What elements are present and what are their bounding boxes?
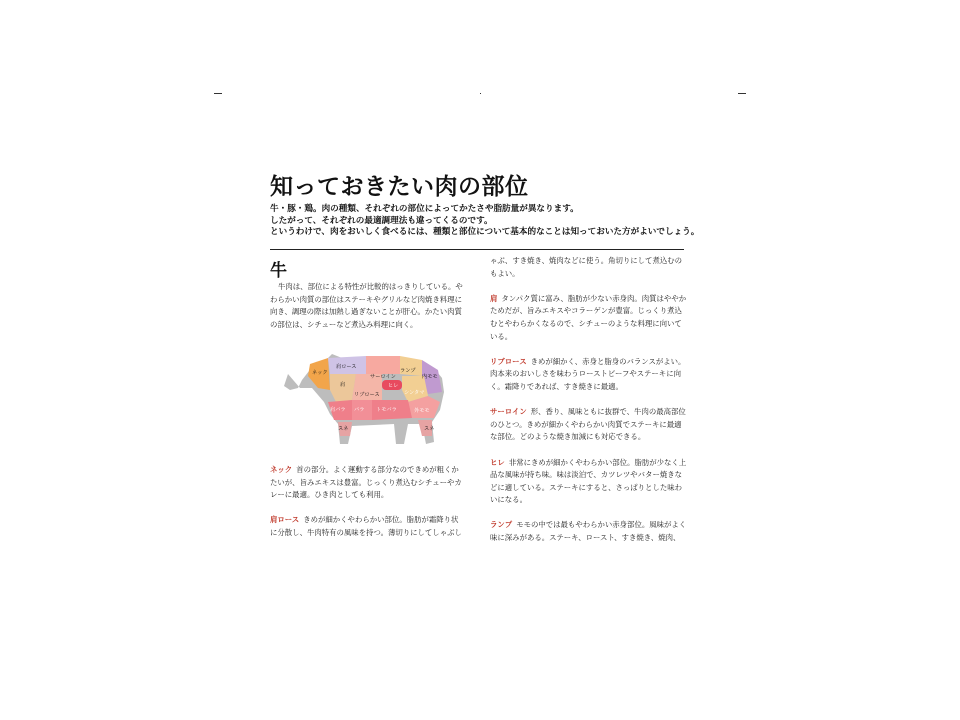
label-sirloin: サーロイン [370, 374, 396, 380]
part-label: ヒレ [490, 457, 505, 467]
part-entry [490, 519, 688, 544]
part-text: 形、香り、風味ともに抜群で、牛肉の最高部位のひとつ。きめが細かくやわらかい肉質でステーキに最適な部位。どのような焼き加減にも対応できる。 [490, 407, 686, 442]
label-katabara: 肩バラ [330, 407, 346, 413]
part-text: きめが細かく、赤身と脂身のバランスがよい。肉本来のおいしさを味わうローストビーフやステーキに向く。霜降りであれば、すき焼きに最適。 [490, 356, 686, 391]
lead-paragraph [270, 281, 464, 344]
crop-mark-left [214, 93, 222, 94]
label-kata: 肩 [340, 382, 346, 388]
part-entry [490, 457, 688, 507]
label-neck: ネック [312, 370, 328, 376]
part-label: リブロース [490, 356, 527, 366]
part-text: モモの中では最もやわらかい赤身部位。風味がよく味に深みがある。ステーキ、ロースト、すき焼き、焼肉、 [490, 520, 687, 543]
section-title: 牛 [270, 261, 287, 281]
label-sotomomo: 外モモ [414, 408, 430, 414]
part-text: 首の部分。よく運動する部分なのできめが粗くかたいが、旨みエキスは豊富。じっくり煮込むシチューやカレーに最適。ひき肉としても利用。 [270, 465, 462, 500]
part-label: 肩ロース [270, 515, 300, 525]
label-katarosu: 肩ロース [336, 364, 357, 370]
right-column-parts [490, 255, 688, 557]
intro-line: 牛・豚・鶏。肉の種類、それぞれの部位によってかたさや脂肪量が異なります。 [270, 204, 579, 214]
lead-text: 牛肉は、部位による特性が比較的はっきりしている。やわらかい肉質の部位はステーキやグリルなど肉焼き料理に向き、調理の際は加熱し過ぎないことが肝心。かたい肉質の部位は、シチューなど煮込み料理に向く。 [270, 282, 463, 329]
label-hire: ヒレ [388, 383, 399, 389]
label-sune-front: スネ [338, 426, 349, 432]
label-ribrosu: リブロース [354, 392, 380, 398]
part-text: タンパク質に富み、脂肪が少ない赤身肉。肉質はややかためだが、旨みエキスやコラーゲンが豊富。じっくり煮込むとやわらかくなるので、シチューのような料理に向いている。 [490, 293, 687, 341]
crop-mark-center [480, 93, 481, 94]
label-sune-back: スネ [424, 426, 435, 432]
label-bara: バラ [354, 407, 365, 413]
beef-cuts-diagram [282, 344, 447, 452]
part-entry [490, 406, 688, 444]
part-label: サーロイン [490, 407, 527, 417]
part-entry [270, 514, 464, 539]
part-label: 肩 [490, 293, 498, 303]
continuation-text: ゃぶ、すき焼き、焼肉などに使う。角切りにして煮込むのもよい。 [490, 256, 683, 278]
intro-line: したがって、それぞれの最適調理法も違ってくるのです。 [270, 215, 493, 226]
part-entry [490, 293, 688, 343]
divider [270, 249, 684, 250]
cut-kata [330, 374, 356, 402]
part-entry [490, 356, 688, 394]
page-title: 知っておきたい肉の部位 [270, 174, 529, 200]
left-column-parts [270, 464, 464, 552]
label-rump: ランプ [400, 368, 416, 374]
label-shintama: シンタマ [404, 390, 425, 396]
part-label: ネック [270, 465, 293, 474]
crop-mark-right [738, 93, 746, 94]
intro-text [270, 204, 700, 239]
label-tomobara: トモバラ [376, 407, 397, 413]
part-label: ランプ [490, 520, 513, 530]
intro-line: というわけで、肉をおいしく食べるには、種類と部位について基本的なことは知っておいた方がよいでしょう。 [270, 227, 700, 237]
part-text: 非常にきめが細かくやわらかい部位。脂肪が少なく上品な風味が持ち味。味は淡泊で、カツレツやバター焼きなどに適している。ステーキにすると、さっぱりとした味わいになる。 [490, 457, 687, 505]
cut-sirloin [366, 356, 400, 374]
label-uchimomo: 内モモ [422, 374, 438, 380]
part-entry [270, 464, 464, 502]
part-text: きめが細かくやわらかい部位。脂肪が霜降り状に分散し、牛肉特有の風味を持つ。薄切りにしてしゃぶし [270, 515, 462, 537]
